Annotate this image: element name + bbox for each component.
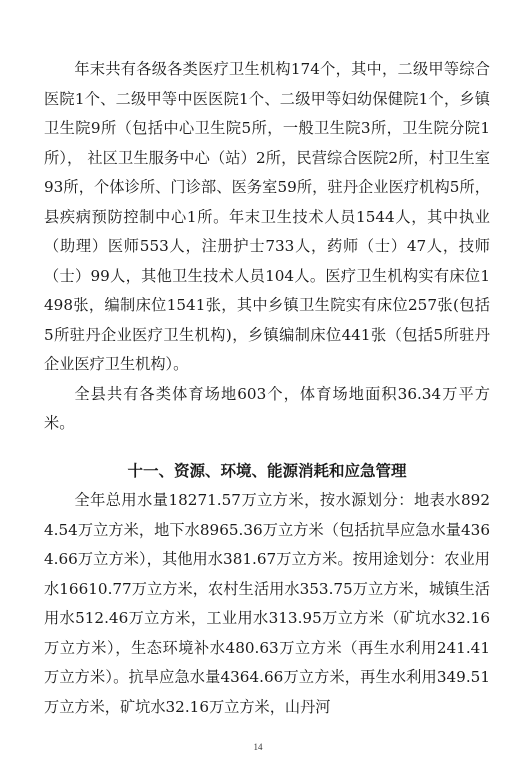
paragraph-health-institutions: 年末共有各级各类医疗卫生机构174个，其中，二级甲等综合医院1个、二级甲等中医医院1个、二级甲等妇幼保健院1个，乡镇卫生院9所（包括中心卫生院5所，一般卫生院3所，卫生院分院1所）， 社区卫生服务中心（站）2所，民营综合医院2所，村卫生室93所，个体诊所、门诊部、医务室59所，驻丹企业医疗机构5所，县疾病预防控制中心1所。年末卫生技术人员1544人，其中执业（助理）医师553人，注册护士733人，药师（士）47人，技师（士）99人，其他卫生技术人员104人。医疗卫生机构实有床位1498张，编制床位1541张，其中乡镇卫生院实有床位257张(包括5所驻丹企业医疗卫生机构)，乡镇编制床位441张（包括5所驻丹企业医疗卫生机构）。 xyxy=(44,60,490,373)
paragraph-water-usage: 全年总用水量18271.57万立方米，按水源划分：地表水8924.54万立方米，地下水8965.36万立方米（包括抗旱应急水量4364.66万立方米），其他用水381.67万立方米。按用途划分：农业用水16610.77万立方米，农村生活用水353.75万立方米，城镇生活用水512.46万立方米，工业用水313.95万立方米（矿坑水32.16万立方米），生态环境补水480.63万立方米（再生水利用241.41万立方米）。抗旱应急水量4364.66万立方米，再生水利用349.51万立方米，矿坑水32.16万立方米，山丹河 xyxy=(44,491,490,716)
paragraph-sports-venues: 全县共有各类体育场地603个，体育场地面积36.34万平方米。 xyxy=(44,384,490,432)
page-number: 14 xyxy=(253,742,263,752)
section-heading: 十一、资源、环境、能源消耗和应急管理 xyxy=(127,462,407,480)
body-text-top xyxy=(44,55,490,439)
body-text-bottom xyxy=(44,486,490,722)
